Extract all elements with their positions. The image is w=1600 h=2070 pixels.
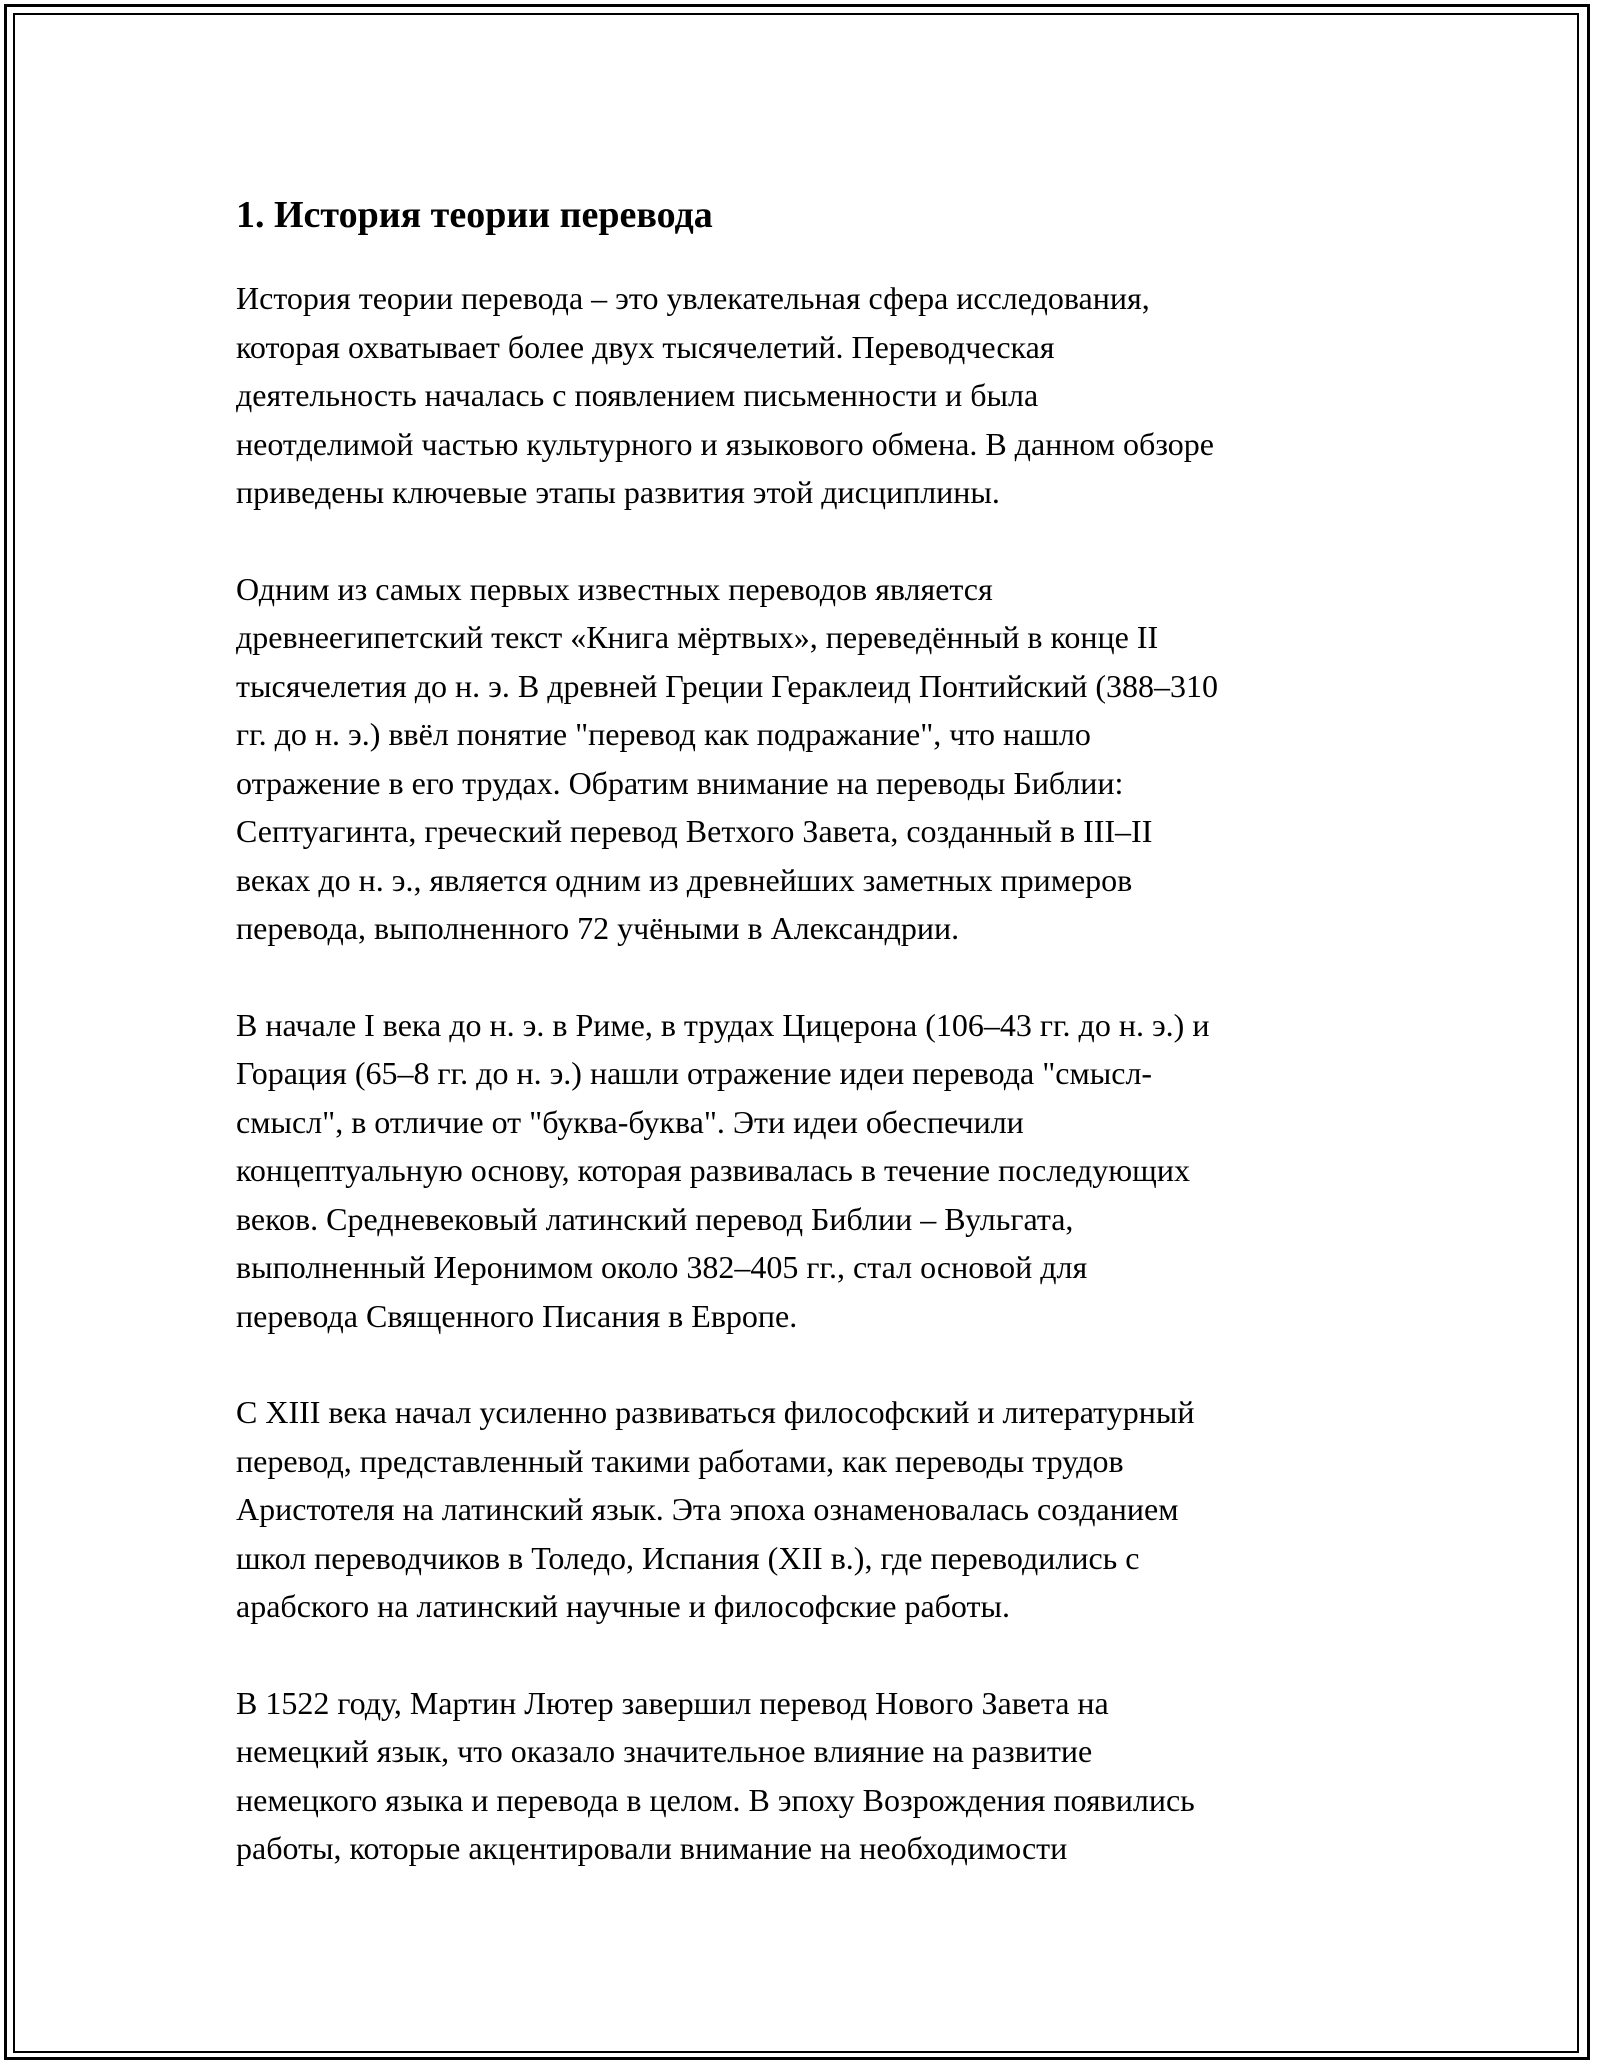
paragraph-luther: В 1522 году, Мартин Лютер завершил перевод Нового Завета на немецкий язык, что оказало значительное влияние на развитие немецкого языка и перевода в целом. В эпоху Возрождения появились работы, которые акцентировали внимание на необходимости [236,1684,1195,1866]
paragraph-rome: В начале I века до н. э. в Риме, в трудах Цицерона (106–43 гг. до н. э.) и Горация (65–8 гг. до н. э.) нашли отражение идеи перевода "смысл- смысл", в отличие от "буква-буква". Эти идеи обеспечили концептуальную основу, которая развивалась в течение последующих веков. Средневековый латинский перевод Библии – Вульгата, выполненный Иеронимом около 382–405 гг., стал основой для перевода Священного Писания в Европе. [236,1006,1210,1334]
paragraph-intro: История теории перевода – это увлекательная сфера исследования, которая охватывает более двух тысячелетий. Переводческая деятельность началась с появлением письменности и была неотделимой частью культурного и языкового обмена. В данном обзоре приведены ключевые этапы развития этой дисциплины. [236,280,1214,510]
document-body [236,186,1386,1921]
paragraph-ancient-translations: Одним из самых первых известных переводов является древнеегипетский текст «Книга мёртвых», переведённый в конце II тысячелетия до н. э. В древней Греции Гераклеид Понтийский (388–310 гг. до н. э.) ввёл понятие "перевод как подражание", что нашло отражение в его трудах. Обратим внимание на переводы Библии: Септуагинта, греческий перевод Ветхого Завета, созданный в III–II веках до н. э., является одним из древнейших заметных примеров перевода, выполненного 72 учёными в Александрии. [236,570,1219,946]
section-heading: 1. История теории перевода [236,194,713,236]
paragraph-middle-ages: С XIII века начал усиленно развиваться философский и литературный перевод, представленный такими работами, как переводы трудов Аристотеля на латинский язык. Эта эпоха ознаменовалась созданием школ переводчиков в Толедо, Испания (XII в.), где переводились с арабского на латинский научные и философские работы. [236,1394,1195,1624]
